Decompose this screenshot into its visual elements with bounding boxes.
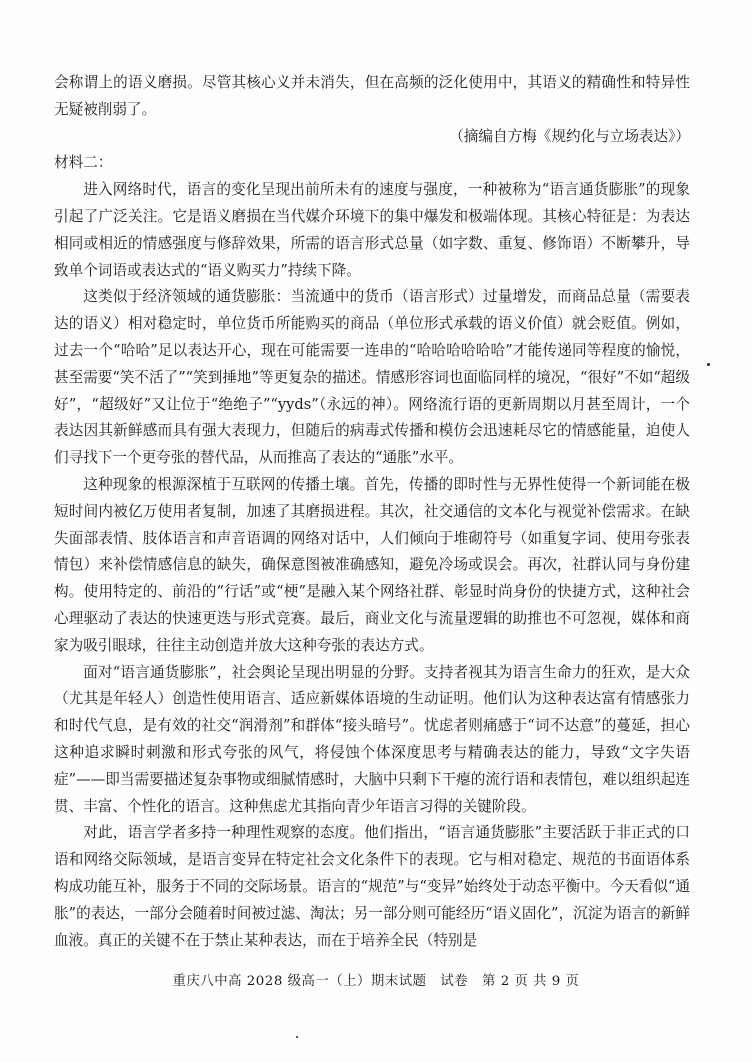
paragraph-continuation: 会称谓上的语义磨损。尽管其核心义并未消失，但在高频的泛化使用中，其语义的精确性和特异性无疑被削弱了。 bbox=[54, 74, 690, 118]
stray-dot-mark-bottom bbox=[296, 1036, 298, 1038]
paragraph-inflation-analogy: 这类似于经济领域的通货膨胀：当流通中的货币（语言形式）过量增发，而商品总量（需要表达的语义）相对稳定时，单位货币所能购买的商品（单位形式承载的语义价值）就会贬值。例如，过去一个“哈哈”足以表达开心，现在可能需要一连串的“哈哈哈哈哈哈”才能传递同等程度的愉悦，甚至需要“笑不活了”“笑到捶地”等更复杂的描述。情感形容词也面临同样的境况，“很好”不如“超级好”，“超级好”又让位于“绝绝子”“yyds”（永远的神）。网络流行语的更新周期以月甚至周计，一个表达因其新鲜感而具有强大表现力，但随后的病毒式传播和模仿会迅速耗尽它的情感能量，迫使人们寻找下一个更夸张的替代品，从而推高了表达的“通胀”水平。 bbox=[54, 288, 690, 467]
material-two-heading: 材料二： bbox=[54, 154, 113, 172]
stray-dot-mark bbox=[707, 363, 710, 366]
paragraph-public-opinion: 面对“语言通货膨胀”，社会舆论呈现出明显的分野。支持者视其为语言生命力的狂欢，是大众（尤其是年轻人）创造性使用语言、适应新媒体语境的生动证明。他们认为这种表达富有情感张力和时代气息，是有效的社交“润滑剂”和群体“接头暗号”。忧虑者则痛感于“词不达意”的蔓延，担心这种追求瞬时刺激和形式夸张的风气，将侵蚀个体深度思考与精确表达的能力，导致“文字失语症”——即当需要描述复杂事物或细腻情感时，大脑中只剩下干瘪的流行语和表情包，难以组织起连贯、丰富、个性化的语言。这种焦虑尤其指向青少年语言习得的关键阶段。 bbox=[54, 663, 690, 815]
page-body-text bbox=[54, 70, 690, 954]
paragraph-root-causes: 这种现象的根源深植于互联网的传播土壤。首先，传播的即时性与无界性使得一个新词能在极短时间内被亿万使用者复制，加速了其磨损进程。其次，社交通信的文本化与视觉补偿需求。在缺失面部表情、肢体语言和声音语调的网络对话中，人们倾向于堆砌符号（如重复字词、使用夸张表情包）来补偿情感信息的缺失，确保意图被准确感知，避免冷场或误会。再次，社群认同与身份建构。使用特定的、前沿的“行话”或“梗”是融入某个网络社群、彰显时尚身份的快捷方式，这种社会心理驱动了表达的快速更迭与形式竞赛。最后，商业文化与流量逻辑的助推也不可忽视，媒体和商家为吸引眼球，往往主动创造并放大这种夸张的表达方式。 bbox=[54, 475, 690, 654]
page-footer: 重庆八中高 2028 级高一（上）期末试题 试卷 第 2 页 共 9 页 bbox=[172, 974, 580, 989]
paragraph-network-era: 进入网络时代，语言的变化呈现出前所未有的速度与强度，一种被称为“语言通货膨胀”的现象引起了广泛关注。它是语义磨损在当代媒介环境下的集中爆发和极端体现。其核心特征是：为表达相同或相近的情感强度与修辞效果，所需的语言形式总量（如字数、重复、修饰语）不断攀升，导致单个词语或表达式的“语义购买力”持续下降。 bbox=[54, 181, 690, 279]
source-attribution: （摘编自方梅《规约化与立场表达》） bbox=[449, 127, 690, 145]
paragraph-scholar-view: 对此，语言学者多持一种理性观察的态度。他们指出，“语言通货膨胀”主要活跃于非正式的口语和网络交际领域，是语言变异在特定社会文化条件下的表现。它与相对稳定、规范的书面语体系构成功能互补，服务于不同的交际场景。语言的“规范”与“变异”始终处于动态平衡中。今天看似“通胀”的表达，一部分会随着时间被过滤、淘汰；另一部分则可能经历“语义固化”，沉淀为语言的新鲜血液。真正的关键不在于禁止某种表达，而在于培养全民（特别是 bbox=[54, 824, 690, 949]
